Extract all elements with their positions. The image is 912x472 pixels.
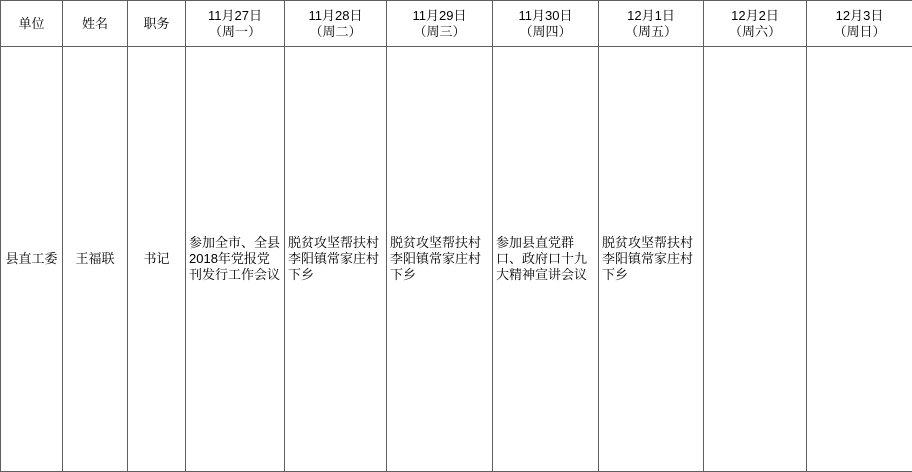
header-date-nov28 [285, 1, 387, 47]
header-date-label: 12月1日 [602, 8, 700, 24]
header-date-label: 11月30日 [496, 8, 595, 24]
table-header-row [1, 1, 912, 47]
cell-schedule-nov29: 脱贫攻坚帮扶村李阳镇常家庄村下乡 [387, 47, 493, 472]
header-date-label: 11月29日 [390, 8, 489, 24]
header-title: 职务 [128, 1, 186, 47]
cell-schedule-nov27: 参加全市、全县2018年党报党刊发行工作会议 [186, 47, 285, 472]
header-date-dec1 [599, 1, 704, 47]
header-date-nov29 [387, 1, 493, 47]
cell-title: 书记 [128, 47, 186, 472]
header-weekday-label: （周一） [189, 24, 281, 40]
header-date-dec2 [704, 1, 807, 47]
header-weekday-label: （周日） [810, 24, 909, 40]
header-weekday-label: （周六） [707, 24, 803, 40]
header-weekday-label: （周三） [390, 24, 489, 40]
cell-name: 王福联 [63, 47, 128, 472]
header-date-nov27 [186, 1, 285, 47]
header-name: 姓名 [63, 1, 128, 47]
header-weekday-label: （周五） [602, 24, 700, 40]
header-date-label: 12月3日 [810, 8, 909, 24]
header-unit: 单位 [1, 1, 63, 47]
cell-schedule-dec3 [807, 47, 912, 472]
table-row [1, 47, 912, 472]
header-date-label: 11月27日 [189, 8, 281, 24]
header-weekday-label: （周二） [288, 24, 383, 40]
header-weekday-label: （周四） [496, 24, 595, 40]
header-date-nov30 [493, 1, 599, 47]
cell-schedule-nov30: 参加县直党群口、政府口十九大精神宣讲会议 [493, 47, 599, 472]
header-date-dec3 [807, 1, 912, 47]
header-date-label: 12月2日 [707, 8, 803, 24]
header-date-label: 11月28日 [288, 8, 383, 24]
cell-schedule-nov28: 脱贫攻坚帮扶村李阳镇常家庄村下乡 [285, 47, 387, 472]
cell-unit: 县直工委 [1, 47, 63, 472]
cell-schedule-dec1: 脱贫攻坚帮扶村李阳镇常家庄村下乡 [599, 47, 704, 472]
cell-schedule-dec2 [704, 47, 807, 472]
